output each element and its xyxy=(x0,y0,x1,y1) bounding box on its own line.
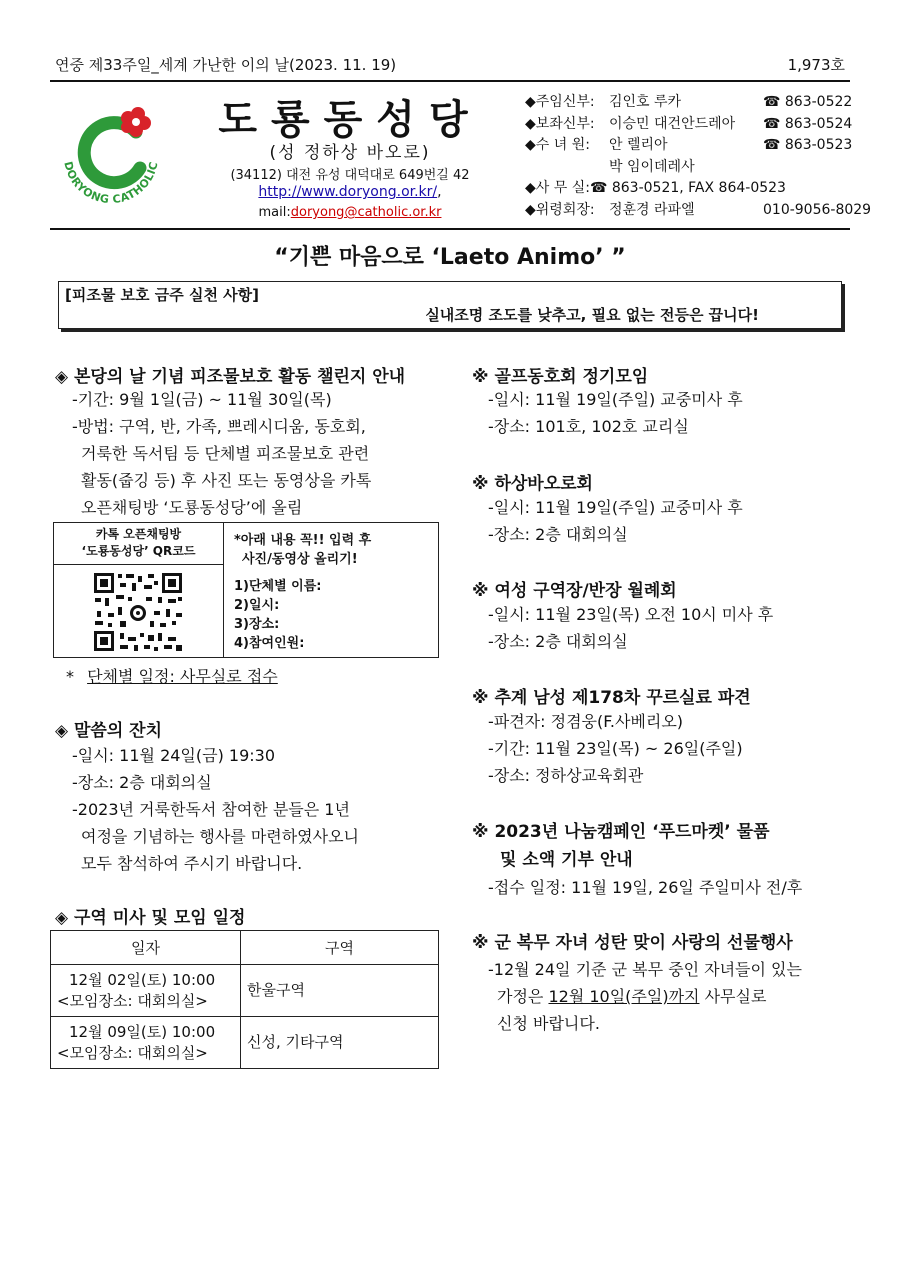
word-feast-line: -일시: 11월 24일(금) 19:30 xyxy=(72,746,276,765)
contact-phone: ☎ 863-0523 xyxy=(763,137,853,153)
qr-input-note xyxy=(234,531,371,569)
schedule-date: 12월 02일(토) 10:00 xyxy=(69,970,216,989)
word-feast-line: -장소: 2층 대회의실 xyxy=(72,773,212,792)
hasang-line: -장소: 2층 대회의실 xyxy=(488,525,628,544)
weekly-theme: “기쁜 마음으로 ‘Laeto Animo’ ” xyxy=(274,245,626,270)
contact-list xyxy=(525,92,872,221)
church-logo-icon xyxy=(52,94,170,212)
military-line xyxy=(488,983,802,1010)
challenge-footnote xyxy=(66,664,278,687)
word-feast-line: -2023년 거룩한독서 참여한 분들은 1년 xyxy=(72,800,350,819)
golf-line: -장소: 101호, 102호 교리실 xyxy=(488,417,689,436)
church-address: (34112) 대전 유성 대덕대로 649번길 42 xyxy=(230,168,470,183)
notice-body: 실내조명 조도를 낮추고, 필요 없는 전등은 끕니다! xyxy=(425,306,759,324)
qr-field: 4)참여인원: xyxy=(234,636,305,651)
notice-title: [피조물 보호 금주 실천 사항] xyxy=(65,286,259,304)
mass-schedule-table xyxy=(50,930,439,1069)
contact-label: ◆사 무 실: xyxy=(525,180,590,196)
contact-phone: ☎ 863-0522 xyxy=(763,94,853,110)
word-feast-details xyxy=(72,742,452,877)
women-line: -장소: 2층 대회의실 xyxy=(488,632,628,651)
header-divider xyxy=(50,228,850,230)
qr-note-line: 사진/동영상 올리기! xyxy=(242,552,358,567)
challenge-details xyxy=(72,386,452,521)
qr-title-line: ‘도룡동성당’ QR코드 xyxy=(81,544,196,558)
foodmarket-heading xyxy=(472,818,770,874)
contact-phone xyxy=(763,157,855,179)
qr-info-box xyxy=(53,522,439,658)
military-deadline: 12월 10일(주일)까지 xyxy=(548,987,700,1006)
contact-row xyxy=(525,135,855,157)
contact-name: 정훈경 라파엘 xyxy=(609,201,695,218)
military-line: -12월 24일 기준 군 복무 중인 자녀들이 있는 xyxy=(488,960,802,979)
schedule-date-cell xyxy=(51,965,241,1017)
column-header: 구역 xyxy=(241,931,439,965)
qr-cell xyxy=(54,565,224,657)
word-feast-line: 여정을 기념하는 행사를 마련하였사오니 xyxy=(81,827,360,846)
challenge-line: 오픈채팅방 ‘도룡동성당’에 올림 xyxy=(81,498,303,517)
contact-label: ◆보좌신부: xyxy=(525,115,595,132)
cursillo-heading: ※ 추계 남성 제178차 꾸르실료 파견 xyxy=(472,688,751,708)
foodmarket-details xyxy=(488,874,802,901)
foodmarket-heading-line: 및 소액 기부 안내 xyxy=(500,850,633,870)
challenge-line: -기간: 9월 1일(금) ~ 11월 30일(목) xyxy=(72,390,332,409)
contact-label: ◆수 녀 원: xyxy=(525,137,590,153)
contact-phone: ☎ 863-0524 xyxy=(763,115,853,132)
table-row xyxy=(51,1017,439,1069)
women-heading: ※ 여성 구역장/반장 월례회 xyxy=(472,581,677,601)
foodmarket-heading-line: ※ 2023년 나눔캠페인 ‘푸드마켓’ 물품 xyxy=(472,822,770,842)
challenge-line: 거룩한 독서팀 등 단체별 피조물보호 관련 xyxy=(81,444,370,463)
qr-title-line: 카톡 오픈채팅방 xyxy=(95,527,182,541)
challenge-heading: ◈ 본당의 날 기념 피조물보호 활동 챌린지 안내 xyxy=(55,367,406,387)
contact-row xyxy=(525,114,855,136)
contact-name: ☎ 863-0521, FAX 864-0523 xyxy=(589,180,786,196)
qr-fields xyxy=(234,577,322,653)
schedule-date: 12월 09일(토) 10:00 xyxy=(69,1022,216,1041)
golf-heading: ※ 골프동호회 정기모임 xyxy=(472,367,649,387)
military-details xyxy=(488,956,802,1037)
mass-schedule-heading: ◈ 구역 미사 및 모임 일정 xyxy=(55,908,246,928)
contact-label: ◆위령회장: xyxy=(525,201,595,218)
qr-field: 2)일시: xyxy=(234,598,280,613)
cursillo-details xyxy=(488,708,743,789)
logo-text: DORYONG CATHOLIC xyxy=(61,160,161,207)
word-feast-line: 모두 참석하여 주시기 바랍니다. xyxy=(81,854,303,873)
contact-name: 김인호 루카 xyxy=(609,94,682,110)
contact-label xyxy=(525,157,609,179)
schedule-date-cell xyxy=(51,1017,241,1069)
website-line xyxy=(200,184,500,200)
column-header: 일자 xyxy=(51,931,241,965)
qr-code-icon[interactable] xyxy=(92,571,184,653)
military-text: 사무실로 xyxy=(699,987,767,1006)
liturgy-line: 연중 제33주일_세계 가난한 이의 날(2023. 11. 19) xyxy=(55,56,397,74)
issue-number: 1,973호 xyxy=(787,56,845,74)
table-row xyxy=(51,965,439,1017)
schedule-place: <모임장소: 대회의실> xyxy=(57,1043,208,1062)
contact-row xyxy=(525,178,855,200)
cursillo-line: -기간: 11월 23일(목) ~ 26일(주일) xyxy=(488,739,743,758)
footnote-text: 단체별 일정: 사무실로 접수 xyxy=(87,667,278,686)
qr-note-line: *아래 내용 꼭!! 입력 후 xyxy=(234,533,372,548)
cursillo-line: -파견자: 정겸웅(F.사베리오) xyxy=(488,712,684,731)
patron-saint: (성 정하상 바오로) xyxy=(269,143,431,163)
table-header-row xyxy=(51,931,439,965)
church-name: 도룡동성당 xyxy=(218,97,482,143)
word-feast-heading: ◈ 말씀의 잔치 xyxy=(55,721,163,741)
military-heading: ※ 군 복무 자녀 성탄 맞이 사랑의 선물행사 xyxy=(472,933,793,953)
challenge-line: -방법: 구역, 반, 가족, 쁘레시디움, 동호회, xyxy=(72,417,366,436)
foodmarket-line: -접수 일정: 11월 19일, 26일 주일미사 전/후 xyxy=(488,878,803,897)
schedule-zone: 한울구역 xyxy=(241,965,439,1017)
contact-name: 박 임이데레사 xyxy=(609,158,695,175)
golf-line: -일시: 11월 19일(주일) 교중미사 후 xyxy=(488,390,743,409)
mail-line xyxy=(200,205,500,220)
contact-row xyxy=(525,157,855,179)
website-suffix: , xyxy=(437,184,442,200)
contact-phone: 010-9056-8029 xyxy=(763,201,872,218)
mail-label: mail: xyxy=(258,205,291,220)
military-line: 신청 바랍니다. xyxy=(497,1014,600,1033)
military-text: 가정은 xyxy=(497,987,549,1006)
mail-link[interactable]: doryong@catholic.or.kr xyxy=(290,205,442,220)
contact-phone xyxy=(786,178,855,200)
footnote-star: * xyxy=(66,667,74,686)
notice-box xyxy=(58,281,842,329)
qr-title xyxy=(54,523,224,565)
women-line: -일시: 11월 23일(목) 오전 10시 미사 후 xyxy=(488,605,774,624)
top-divider xyxy=(50,80,850,82)
hasang-heading: ※ 하상바오로회 xyxy=(472,474,593,494)
challenge-line: 활동(줍깅 등) 후 사진 또는 동영상을 카톡 xyxy=(81,471,372,490)
hasang-line: -일시: 11월 19일(주일) 교중미사 후 xyxy=(488,498,743,517)
schedule-zone: 신성, 기타구역 xyxy=(241,1017,439,1069)
contact-label: ◆주임신부: xyxy=(525,94,595,110)
contact-row xyxy=(525,92,855,114)
hasang-details xyxy=(488,494,743,548)
contact-name: 이승민 대건안드레아 xyxy=(609,115,736,132)
qr-field: 1)단체별 이름: xyxy=(234,579,322,594)
contact-row xyxy=(525,200,872,222)
website-link[interactable]: http://www.doryong.or.kr/ xyxy=(258,184,438,200)
qr-field: 3)장소: xyxy=(234,617,280,632)
schedule-place: <모임장소: 대회의실> xyxy=(57,991,208,1010)
golf-details xyxy=(488,386,743,440)
contact-name: 안 렐리아 xyxy=(609,137,668,153)
cursillo-line: -장소: 정하상교육회관 xyxy=(488,766,644,785)
women-details xyxy=(488,601,773,655)
